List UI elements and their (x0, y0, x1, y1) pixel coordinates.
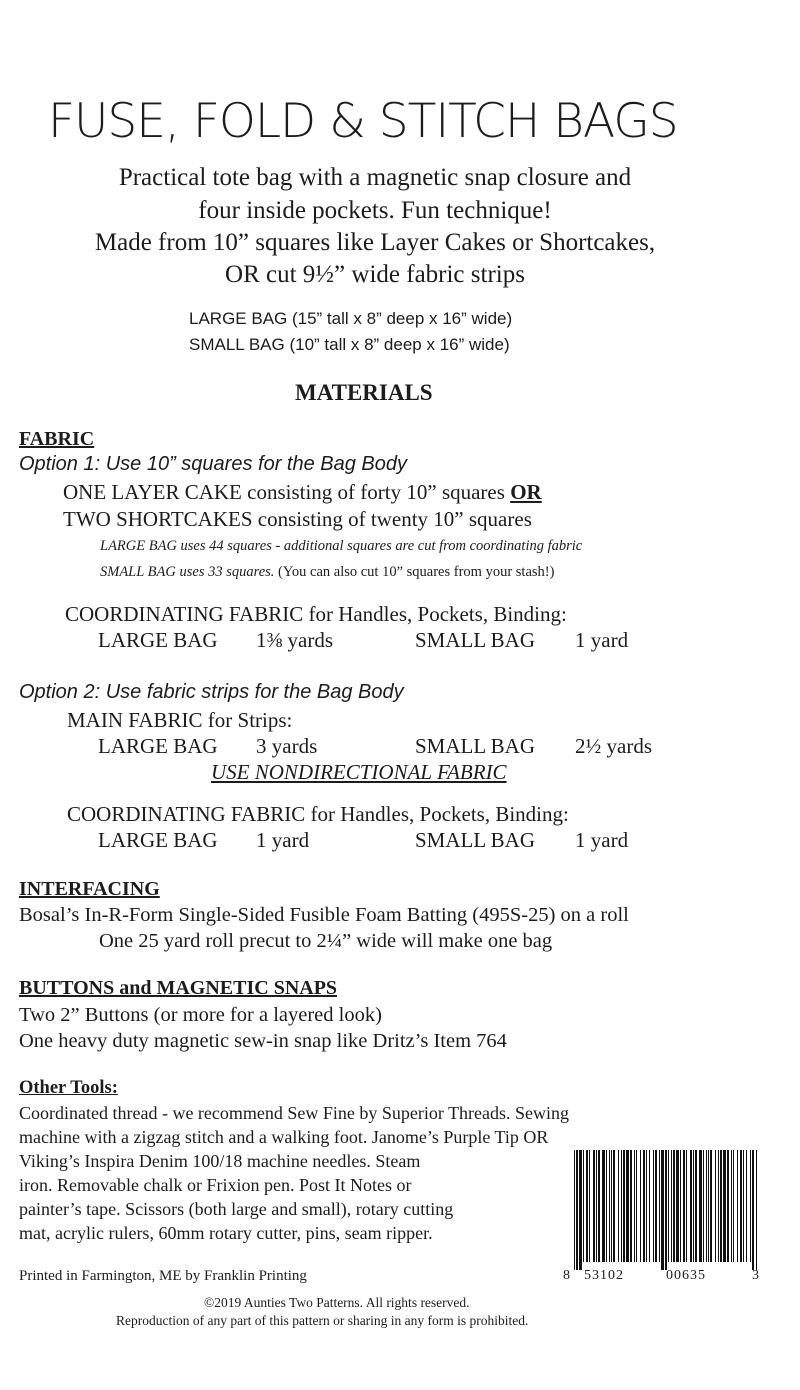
barcode-bar (649, 1150, 650, 1262)
barcode-bar (665, 1150, 667, 1270)
buttons-line-1: Two 2” Buttons (or more for a layered look) (19, 1004, 382, 1026)
option1-note-1: LARGE BAG uses 44 squares - additional squares are cut from coordinating fabric (100, 538, 583, 554)
barcode-bar (733, 1150, 734, 1262)
barcode-bar (589, 1150, 590, 1262)
barcode-bar (646, 1150, 647, 1262)
barcode-first-digit: 8 (563, 1268, 570, 1283)
option2-small-qty: 2½ yards (575, 734, 652, 758)
fabric-heading: FABRIC (19, 428, 95, 450)
barcode-bar (576, 1150, 578, 1270)
barcode-group-2: 00635 (666, 1268, 706, 1283)
reproduction-note: Reproduction of any part of this pattern or sharing in any form is prohibited. (116, 1313, 529, 1328)
option2-small2-label: SMALL BAG (415, 828, 535, 852)
option2-coord: COORDINATING FABRIC for Handles, Pockets, Binding: (67, 802, 569, 826)
barcode-bar (630, 1150, 632, 1262)
option1-line-1 (63, 480, 542, 505)
interfacing-heading: INTERFACING (19, 878, 160, 900)
option1-line-1-text: ONE LAYER CAKE consisting of forty 10” squares (63, 480, 505, 504)
barcode-bar (695, 1150, 697, 1262)
interfacing-line-2: One 25 yard roll precut to 2¼” wide will make one bag (99, 930, 553, 952)
barcode-bar (680, 1150, 681, 1262)
option1-note-2 (100, 564, 554, 581)
barcode-bar (690, 1150, 692, 1262)
barcode-bar (653, 1150, 654, 1262)
barcode-bar (673, 1150, 675, 1262)
intro-line-3: Made from 10” squares like Layer Cakes or Shortcakes, (94, 229, 656, 256)
barcode-bar (706, 1150, 707, 1262)
barcode-bar (661, 1150, 664, 1270)
barcode-bar (606, 1150, 607, 1262)
barcode-bar (613, 1150, 615, 1262)
barcode-bar (750, 1150, 751, 1262)
option1-large-qty: 1⅜ yards (256, 628, 333, 652)
barcode-bar (586, 1150, 588, 1262)
option1-large-label: LARGE BAG (98, 628, 218, 652)
barcode-bar (609, 1150, 610, 1262)
intro-line-1: Practical tote bag with a magnetic snap closure and (118, 164, 632, 191)
size-large: LARGE BAG (15” tall x 8” deep x 16” wide) (189, 309, 513, 328)
barcode-bar (659, 1150, 660, 1262)
interfacing-line-1: Bosal’s In-R-Form Single-Sided Fusible Foam Batting (495S-25) on a roll (19, 904, 629, 926)
barcode-bar (715, 1150, 716, 1262)
barcode-bar (611, 1150, 612, 1262)
option1-small-qty: 1 yard (575, 628, 629, 652)
barcode-bar (623, 1150, 625, 1262)
barcode-bar (720, 1150, 722, 1262)
barcode-bar (636, 1150, 637, 1262)
option1-line-2: TWO SHORTCAKES consisting of twenty 10” squares (63, 507, 532, 531)
barcode-bar (676, 1150, 679, 1262)
tools-line-1: Coordinated thread - we recommend Sew Fine by Superior Threads. Sewing (19, 1103, 570, 1123)
barcode-bar (686, 1150, 687, 1262)
materials-heading: MATERIALS (295, 380, 433, 405)
option1-small-label: SMALL BAG (415, 628, 535, 652)
option2-small2-qty: 1 yard (575, 828, 629, 852)
tools-line-4: iron. Removable chalk or Frixion pen. Post It Notes or (19, 1175, 412, 1195)
tools-line-5: painter’s tape. Scissors (both large and small), rotary cutting (19, 1199, 454, 1219)
barcode-bar (598, 1150, 600, 1262)
buttons-heading: BUTTONS and MAGNETIC SNAPS (19, 977, 338, 999)
barcode-bar (593, 1150, 595, 1262)
tools-line-2: machine with a zigzag stitch and a walking foot. Janome’s Purple Tip OR (19, 1127, 549, 1147)
barcode-bar (756, 1150, 757, 1270)
barcode-bar (693, 1150, 694, 1262)
intro-line-4: OR cut 9½” wide fabric strips (225, 261, 525, 288)
option2-large2-qty: 1 yard (256, 828, 310, 852)
barcode-bar (579, 1150, 582, 1270)
printed-note: Printed in Farmington, ME by Franklin Printing (19, 1268, 307, 1284)
page-title: FUSE, FOLD & STITCH BAGS (48, 94, 678, 149)
barcode-bar (671, 1150, 672, 1262)
barcode-bars (562, 1150, 764, 1270)
barcode-bar (621, 1150, 622, 1262)
copyright-note: ©2019 Aunties Two Patterns. All rights reserved. (204, 1295, 470, 1310)
barcode (562, 1150, 764, 1283)
barcode-group-1: 53102 (584, 1268, 624, 1283)
option2-large2-label: LARGE BAG (98, 828, 218, 852)
barcode-bar (640, 1150, 641, 1262)
barcode-bar (727, 1150, 729, 1262)
barcode-bar (737, 1150, 738, 1262)
option1-coord: COORDINATING FABRIC for Handles, Pockets, Binding: (65, 602, 567, 626)
barcode-bar (574, 1150, 575, 1270)
barcode-bar (596, 1150, 597, 1262)
option2-large-label: LARGE BAG (98, 734, 218, 758)
barcode-bar (708, 1150, 709, 1262)
option1-or: OR (510, 480, 542, 504)
intro-line-2: four inside pockets. Fun technique! (198, 197, 552, 224)
tools-line-6: mat, acrylic rulers, 60mm rotary cutter, pins, seam ripper. (19, 1223, 433, 1243)
barcode-bar (752, 1150, 754, 1270)
tools-heading: Other Tools: (19, 1078, 118, 1098)
option1-note-2-italic: SMALL BAG uses 33 squares. (100, 564, 275, 580)
option1-note-2-plain: (You can also cut 10” squares from your stash!) (274, 564, 555, 580)
buttons-line-2: One heavy duty magnetic sew-in snap like Dritz’s Item 764 (19, 1030, 507, 1052)
size-small: SMALL BAG (10” tall x 8” deep x 16” wide) (189, 335, 510, 354)
barcode-bar (626, 1150, 629, 1262)
tools-line-3: Viking’s Inspira Denim 100/18 machine needles. Steam (19, 1151, 421, 1171)
barcode-bar (746, 1150, 747, 1262)
barcode-bar (668, 1150, 669, 1262)
option2-heading: Option 2: Use fabric strips for the Bag Body (19, 681, 404, 703)
barcode-bar (710, 1150, 712, 1262)
nondirectional-note: USE NONDIRECTIONAL FABRIC (211, 760, 507, 784)
barcode-bar (583, 1150, 584, 1262)
barcode-bar (634, 1150, 635, 1262)
barcode-bar (655, 1150, 657, 1262)
barcode-bar (602, 1150, 605, 1262)
option2-small-label: SMALL BAG (415, 734, 535, 758)
barcode-bar (731, 1150, 732, 1262)
barcode-bar (618, 1150, 619, 1262)
option2-main: MAIN FABRIC for Strips: (67, 708, 293, 732)
barcode-bar (718, 1150, 719, 1262)
barcode-bar (683, 1150, 685, 1262)
barcode-bar (703, 1150, 704, 1262)
option1-heading: Option 1: Use 10” squares for the Bag Body (19, 453, 407, 475)
barcode-last-digit: 3 (752, 1268, 759, 1283)
barcode-bar (643, 1150, 645, 1262)
barcode-bar (740, 1150, 742, 1262)
option2-large-qty: 3 yards (256, 734, 318, 758)
barcode-bar (699, 1150, 702, 1262)
barcode-bar (743, 1150, 744, 1262)
barcode-bar (723, 1150, 726, 1262)
